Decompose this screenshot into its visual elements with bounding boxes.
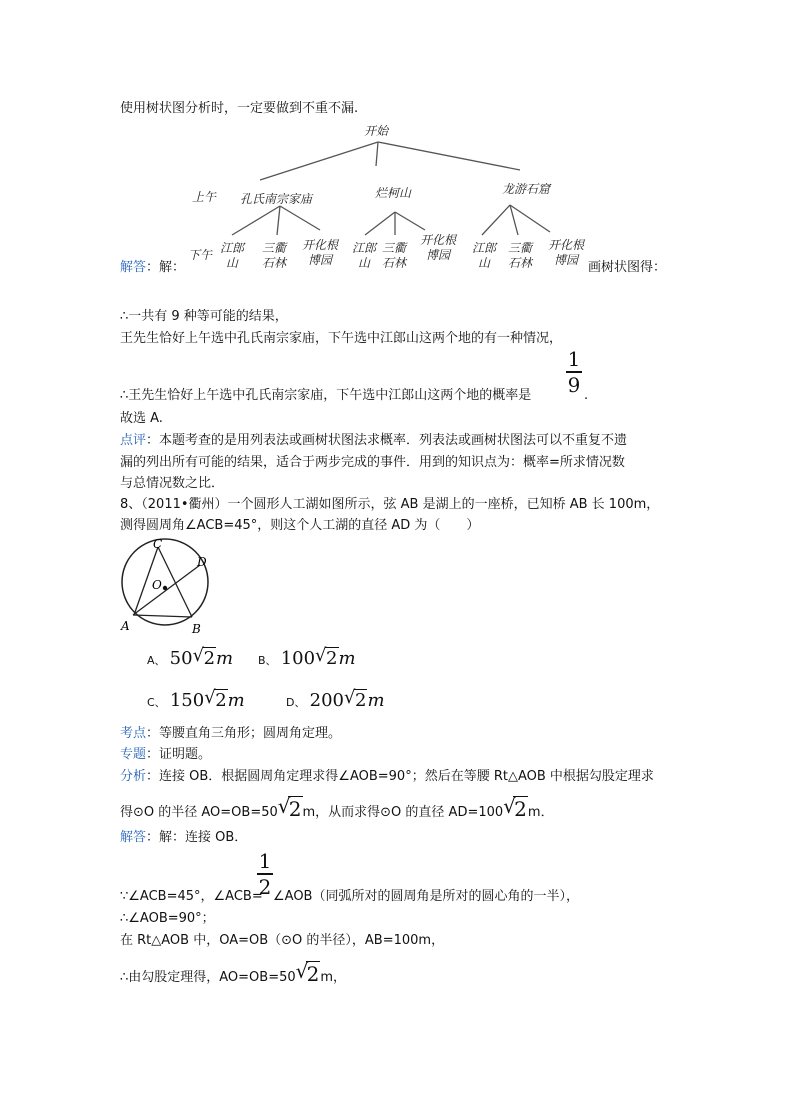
tree-pm-2-2: 三衢 石林 (382, 241, 407, 270)
option-a[interactable] (147, 645, 234, 669)
fenxi-root-1: √ 2 (277, 794, 302, 821)
half-denominator: 2 (258, 874, 272, 899)
tree-am-option-1: 孔氏南宗家庙 (240, 192, 313, 206)
solution1-line (120, 259, 185, 277)
option-a-unit: m (216, 648, 234, 669)
comment-line-2: 漏的列出所有可能的结果，适合于两步完成的事件．用到的知识点为：概率=所求情况数 (120, 455, 625, 470)
fenxi-text-2a: 得⊙O 的半径 AO=OB=50 (120, 805, 278, 820)
zhuanti-text: ：证明题。 (146, 747, 212, 762)
half-numerator: 1 (258, 849, 272, 873)
option-c-coef: 150 (169, 690, 205, 711)
fenxi-text-1: ：连接 OB．根据圆周角定理求得∠AOB=90°；然后在等腰 Rt△AOB 中根据勾股定理求 (146, 769, 654, 784)
tree-diagram (180, 120, 590, 280)
solution2-line-1 (120, 829, 247, 847)
tree-pm-1-2: 三衢 石林 (262, 241, 287, 270)
kaodian-text: ：等腰直角三角形；圆周角定理。 (146, 726, 342, 741)
fenxi-line-2 (120, 794, 554, 822)
fenxi-line-1 (120, 768, 654, 786)
option-d-unit: m (367, 690, 385, 711)
tree-pm-3-3: 开化根 博园 (548, 238, 585, 267)
option-b-unit: m (338, 648, 356, 669)
solution2-text-5a: ∴由勾股定理得，AO=OB=50 (120, 970, 296, 985)
point-o-label: O (152, 578, 162, 592)
zhuanti-label: 专题 (120, 747, 147, 762)
solution1-prefix: ：解： (146, 260, 186, 275)
solution2-label: 解答 (120, 830, 147, 845)
option-b-root: √ 2 (315, 645, 338, 669)
option-b-coef: 100 (280, 648, 316, 669)
probability-fraction (566, 348, 582, 396)
solution2-line-2b: ∠AOB（同弧所对的圆周角是所对的圆心角的一半）， (273, 889, 579, 904)
tree-pm-label: 下午 (188, 248, 213, 262)
q8-line-1: 8、（2011•衢州）一个圆形人工湖如图所示，弦 AB 是湖上的一座桥，已知桥 AB 长 100m， (120, 497, 660, 512)
circle-figure (112, 536, 217, 639)
solution2-root: √ 2 (295, 959, 320, 986)
solution2-text: ：解：连接 OB． (146, 830, 248, 845)
comment-line-3: 与总情况数之比． (120, 476, 225, 491)
option-c[interactable] (147, 687, 245, 711)
point-d-label: D (197, 555, 207, 569)
point-b-label: B (192, 622, 201, 636)
option-c-unit: m (227, 690, 245, 711)
tree-pm-3-1: 江郎 山 (472, 241, 497, 270)
zhuanti-line (120, 746, 211, 764)
tree-pm-2-1: 江郎 山 (352, 241, 377, 270)
probability-line (120, 387, 531, 405)
intro-text: 使用树状图分析时，一定要做到不重不漏. (120, 101, 359, 116)
solution2-line-5 (120, 959, 347, 987)
solution1-label: 解答 (120, 260, 147, 275)
point-c-label: C (153, 537, 163, 551)
solution2-text-5b: m， (320, 970, 347, 985)
option-c-letter: C、 (147, 696, 166, 709)
option-d-coef: 200 (309, 690, 344, 711)
kaodian-label: 考点 (120, 726, 147, 741)
tree-pm-1-1: 江郎 山 (220, 241, 245, 270)
tree-am-label: 上午 (192, 190, 217, 204)
tree-am-option-3: 龙游石窟 (502, 182, 551, 196)
answer-choice: 故选 A. (120, 411, 163, 426)
prob-denominator: 9 (567, 372, 581, 397)
option-b[interactable] (258, 645, 356, 669)
option-a-coef: 50 (169, 648, 193, 669)
fenxi-text-2b: m，从而求得⊙O 的直径 AD=100 (302, 805, 504, 820)
center-dot (163, 586, 167, 590)
solution2-line-4: 在 Rt△AOB 中，OA=OB（⊙O 的半径），AB=100m， (120, 933, 445, 948)
prob-numerator: 1 (567, 347, 581, 371)
fenxi-label: 分析 (120, 769, 147, 784)
q8-line-2: 测得圆周角∠ACB=45°，则这个人工湖的直径 AD 为（ ） (120, 518, 480, 533)
option-a-letter: A、 (147, 654, 166, 667)
tree-root: 开始 (364, 124, 389, 138)
option-d-letter: D、 (286, 696, 306, 709)
solution2-line-2a: ∵∠ACB=45°，∠ACB= (120, 889, 263, 904)
probability-text: ∴王先生恰好上午选中孔氏南宗家庙，下午选中江郎山这两个地的概率是 (120, 388, 532, 403)
option-a-root: √ 2 (192, 645, 216, 669)
comment-text-1: ：本题考查的是用列表法或画树状图法求概率．列表法或画树状图法可以不重复不遗 (146, 433, 628, 448)
option-b-letter: B、 (258, 654, 277, 667)
chord-ab (133, 615, 192, 617)
solution2-line-3: ∴∠AOB=90°； (120, 911, 215, 926)
probability-period: . (584, 388, 589, 403)
chord-cb (158, 547, 192, 617)
solution1-suffix: 画树状图得： (588, 260, 667, 275)
option-c-root: √ 2 (204, 687, 227, 711)
case-count: 王先生恰好上午选中孔氏南宗家庙，下午选中江郎山这两个地的有一种情况， (120, 331, 563, 346)
tree-pm-1-3: 开化根 博园 (302, 238, 339, 267)
tree-pm-2-3: 开化根 博园 (420, 233, 457, 262)
option-d[interactable] (286, 687, 385, 711)
tree-pm-3-2: 三衢 石林 (508, 241, 533, 270)
fenxi-root-2: √ 2 (503, 794, 527, 821)
comment-line-1 (120, 432, 627, 450)
comment-label: 点评 (120, 433, 147, 448)
result-count: ∴一共有 9 种等可能的结果， (120, 309, 288, 324)
tree-am-option-2: 烂柯山 (375, 186, 412, 200)
kaodian-line (120, 725, 341, 743)
fenxi-text-2c: m． (527, 805, 554, 820)
point-a-label: A (121, 619, 130, 633)
option-d-root: √ 2 (343, 687, 367, 711)
